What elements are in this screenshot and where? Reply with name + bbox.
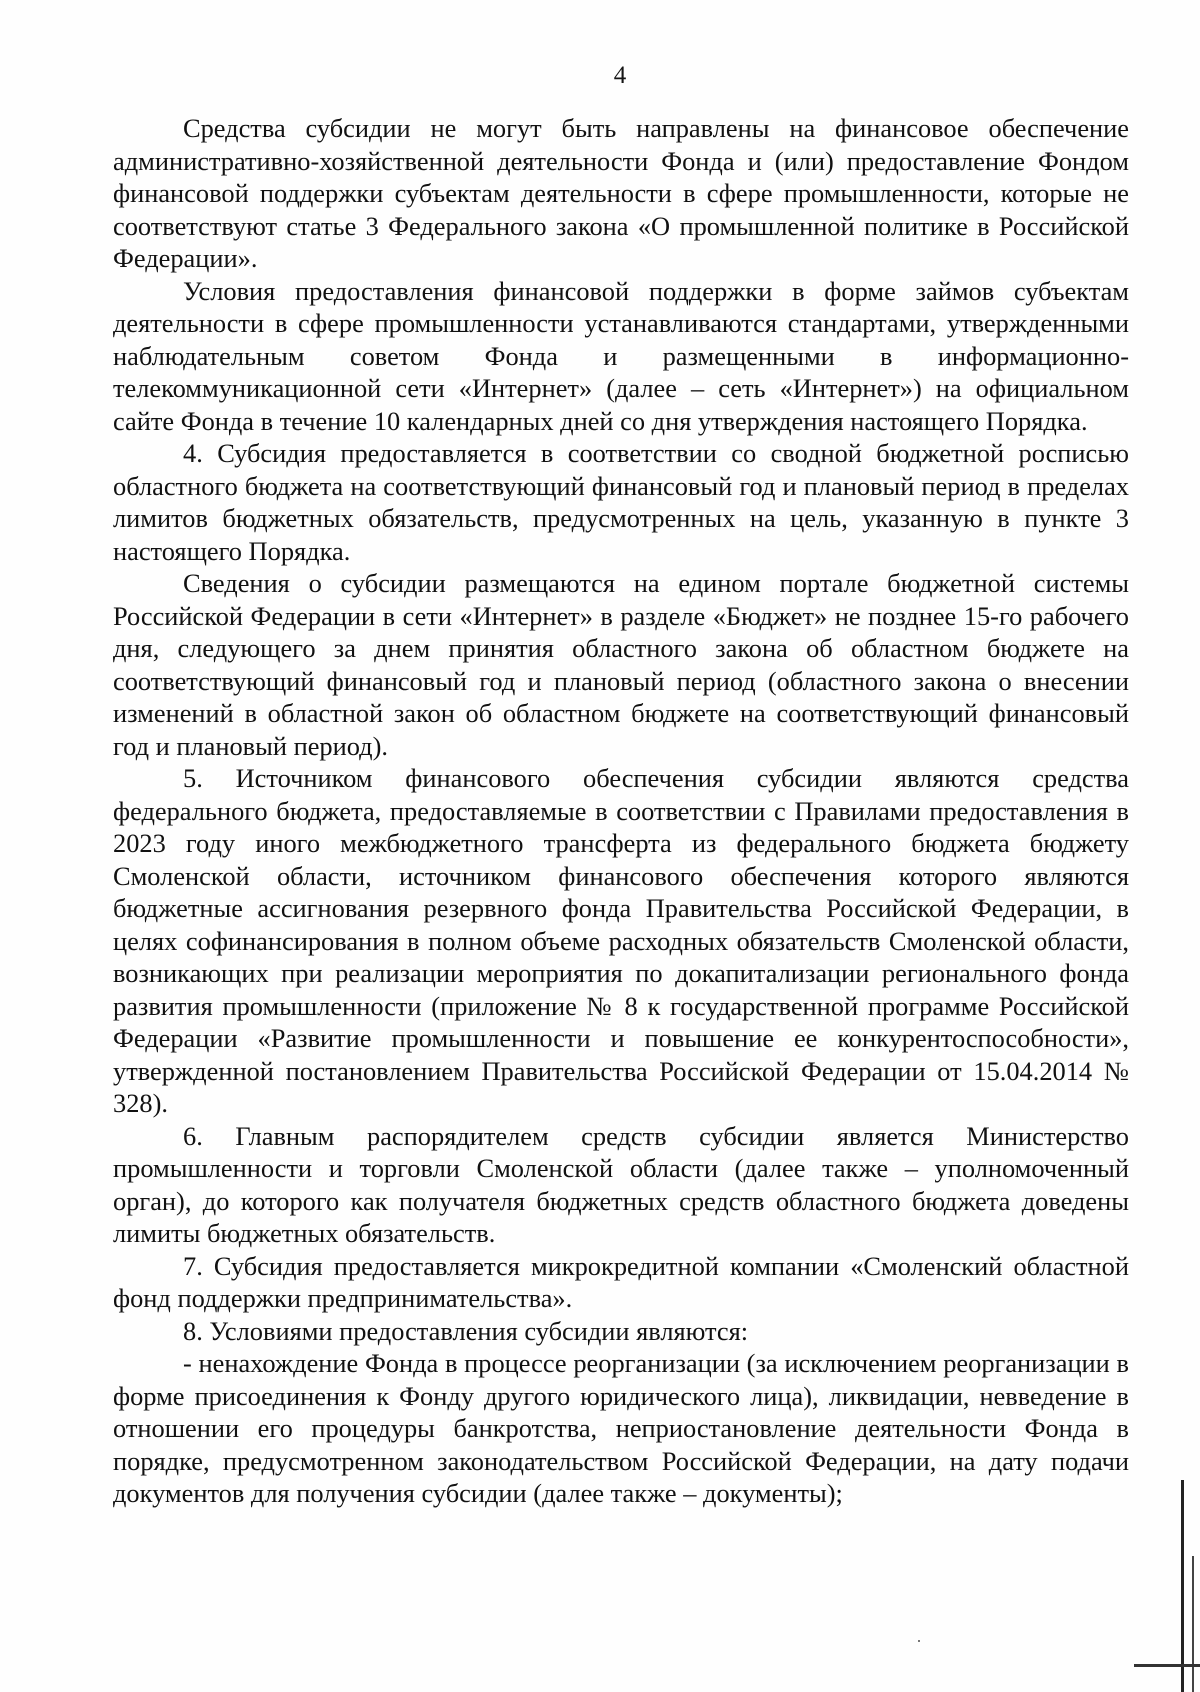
document-body <box>113 112 1129 1510</box>
paragraph: Средства субсидии не могут быть направлены на финансовое обеспечение административно-хозяйственной деятельности Фонда и (или) предоставление Фондом финансовой поддержки субъектам деятельности в сфере промышленности, которые не соответствуют статье 3 Федерального закона «О промышленной политике в Российской Федерации». <box>113 113 1129 273</box>
scan-edge-line <box>1181 1480 1184 1692</box>
paragraph: - ненахождение Фонда в процессе реорганизации (за исключением реорганизации в форме присоединения к Фонду другого юридического лица), ликвидации, невведение в отношении его процедуры банкротства, неприостановление деятельности Фонда в порядке, предусмотренном законодательством Российской Федерации, на дату подачи документов для получения субсидии (далее также – документы); <box>113 1348 1129 1508</box>
scan-edge-mark <box>1134 1664 1200 1667</box>
scan-edge-line-secondary <box>1192 1556 1194 1692</box>
paragraph: 8. Условиями предоставления субсидии являются: <box>183 1315 749 1346</box>
paragraph: 4. Субсидия предоставляется в соответствии со сводной бюджетной росписью областного бюджета на соответствующий финансовый год и плановый период в пределах лимитов бюджетных обязательств, предусмотренных на цель, указанную в пункте 3 настоящего Порядка. <box>113 438 1129 566</box>
paragraph: Условия предоставления финансовой поддержки в форме займов субъектам деятельности в сфере промышленности устанавливаются стандартами, утвержденными наблюдательным советом Фонда и размещенными в информационно-телекоммуникационной сети «Интернет» (далее – сеть «Интернет») на официальном сайте Фонда в течение 10 календарных дней со дня утверждения настоящего Порядка. <box>113 275 1129 436</box>
paragraph: 7. Субсидия предоставляется микрокредитной компании «Смоленский областной фонд поддержки предпринимательства». <box>113 1250 1129 1313</box>
paragraph: Сведения о субсидии размещаются на едином портале бюджетной системы Российской Федерации в сети «Интернет» в разделе «Бюджет» не позднее 15-го рабочего дня, следующего за днем принятия областного закона об областном бюджете на соответствующий финансовый год и плановый период (областного закона о внесении изменений в областной закон об областном бюджете на соответствующий финансовый год и плановый период). <box>113 568 1129 761</box>
page-number: 4 <box>613 62 627 89</box>
paragraph: 5. Источником финансового обеспечения субсидии являются средства федерального бюджета, предоставляемые в соответствии с Правилами предоставления в 2023 году иного межбюджетного трансферта из федерального бюджета бюджету Смоленской области, источником финансового обеспечения которого являются бюджетные ассигнования резервного фонда Правительства Российской Федерации, в целях софинансирования в полном объеме расходных обязательств Смоленской области, возникающих при реализации мероприятия по докапитализации регионального фонда развития промышленности (приложение № 8 к государственной программе Российской Федерации «Развитие промышленности и повышение ее конкурентоспособности», утвержденной постановлением Правительства Российской Федерации от 15.04.2014 № 328). <box>113 763 1129 1118</box>
paragraph: 6. Главным распорядителем средств субсидии является Министерство промышленности и торговли Смоленской области (далее также – уполномоченный орган), до которого как получателя бюджетных средств областного бюджета доведены лимиты бюджетных обязательств. <box>113 1120 1129 1248</box>
scan-speck <box>918 1640 920 1642</box>
